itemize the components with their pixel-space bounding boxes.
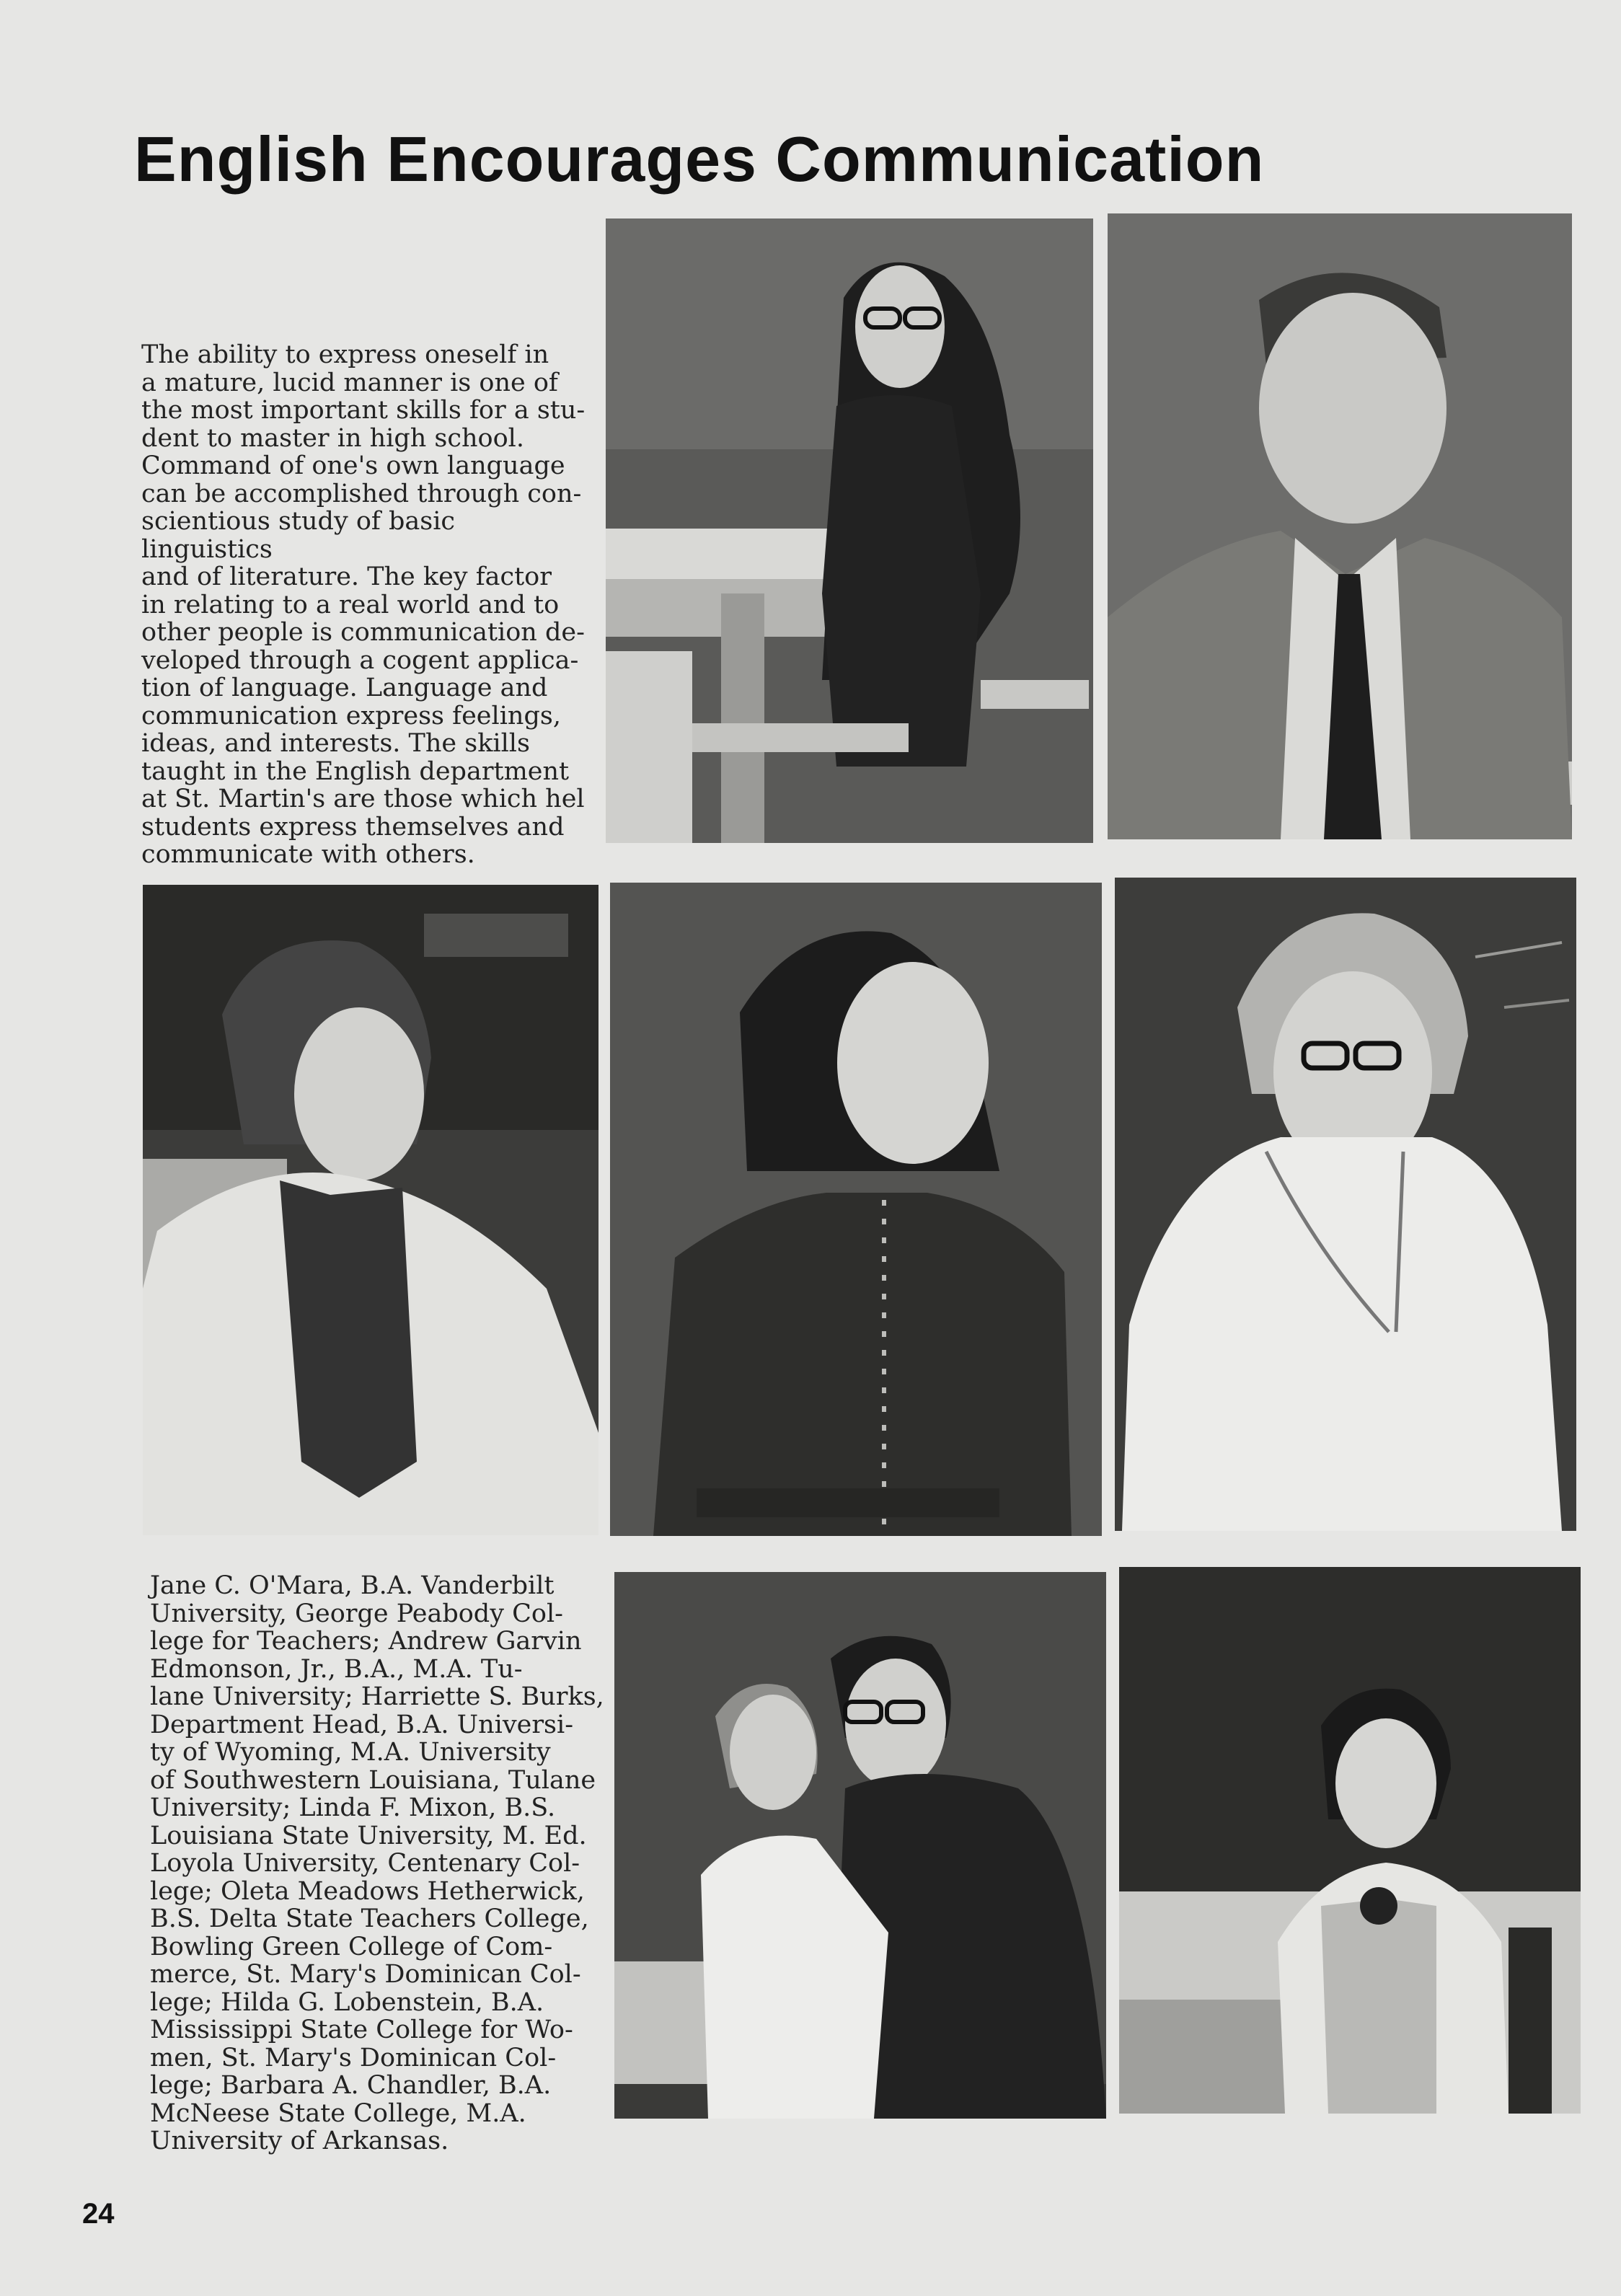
photo-woman-kissing-student xyxy=(614,1572,1106,2119)
photo-man-in-jacket xyxy=(1108,213,1572,839)
page-title: English Encourages Communication xyxy=(134,123,1265,195)
faculty-caption: Jane C. O'Mara, B.A. Vanderbilt University, George Peabody Col- lege for Teachers; Andrew Garvin Edmonson, Jr., B.A., M.A. Tu- lane University; Harriette S. Burks, Department Head, B.A. Universi- ty of Wyoming, M.A. University of Southwestern Louisiana, Tulane University; Linda F. Mixon, B.S. Louisiana State University, M. Ed. Loyola University, Centenary Col- lege; Oleta Meadows Hetherwick, B.S. Delta State Teachers College, Bowling Green College of Com- merce, St. Mary's Dominican Col- lege; Hilda G. Lobenstein, B.A. Mississippi State College for Wo- men, St. Mary's Dominican Col- lege; Barbara A. Chandler, B.A. McNeese State College, M.A. University of Arkansas. xyxy=(150,1571,604,2155)
intro-paragraph: The ability to express oneself in a mature, lucid manner is one of the most important skills for a stu- dent to master in high school. Command of one's own language can be accomplished through con- scientious study of basic linguistics and of literature. The key factor in relating to a real world and to other people is communication de- veloped through a cogent applica- tion of language. Language and communication express feelings, ideas, and interests. The skills taught in the English department at St. Martin's are those which hel students express themselves and communicate with others. xyxy=(141,340,586,869)
photo-older-woman-cardigan xyxy=(143,885,599,1535)
photo-smiling-young-woman xyxy=(610,883,1102,1536)
photo-student-at-desk xyxy=(606,218,1093,843)
photo-woman-at-desk-pendant xyxy=(1119,1567,1581,2114)
photo-woman-glasses-chalkboard xyxy=(1115,878,1576,1531)
page-number: 24 xyxy=(82,2198,115,2230)
